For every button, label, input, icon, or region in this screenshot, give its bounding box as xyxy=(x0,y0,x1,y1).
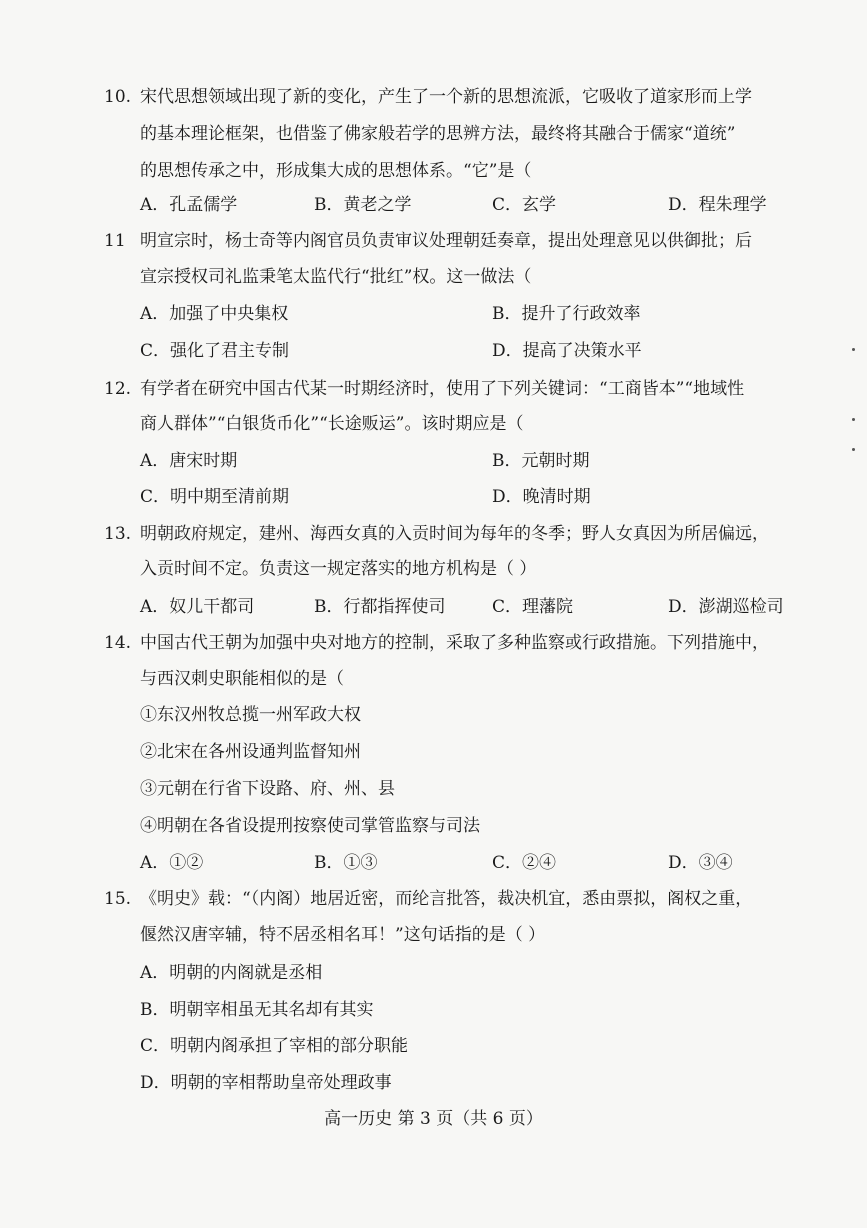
option-a: A．明朝的内阁就是丞相 xyxy=(140,963,323,983)
scan-speck xyxy=(852,418,855,421)
option-d: D．③④ xyxy=(668,853,733,873)
option-d: D．提高了决策水平 xyxy=(492,341,642,361)
option-a: A．加强了中央集权 xyxy=(140,304,289,324)
option-b: B．行都指挥使司 xyxy=(314,597,446,617)
option-c: C．明朝内阁承担了宰相的部分职能 xyxy=(140,1036,409,1056)
question-text: 宋代思想领域出现了新的变化，产生了一个新的思想流派，它吸收了道家形而上学 xyxy=(140,87,752,107)
option-d: D．澎湖巡检司 xyxy=(668,597,784,617)
option-c: C．强化了君主专制 xyxy=(140,341,290,361)
option-b: B．提升了行政效率 xyxy=(492,304,641,324)
statement-2: ②北宋在各州设通判监督知州 xyxy=(140,742,361,762)
question-text: 商人群体”“白银货币化”“长途贩运”。该时期应是（ xyxy=(140,414,524,434)
question-number: 10. xyxy=(104,87,132,107)
question-number: 14. xyxy=(104,633,132,653)
question-number: 15. xyxy=(104,889,132,909)
option-c: C．玄学 xyxy=(492,195,557,215)
question-text: 明朝政府规定，建州、海西女真的入贡时间为每年的冬季；野人女真因为所居偏远， xyxy=(140,524,769,544)
scan-speck xyxy=(852,448,855,451)
option-c: C．明中期至清前期 xyxy=(140,487,290,507)
question-text: 的基本理论框架，也借鉴了佛家般若学的思辨方法，最终将其融合于儒家“道统” xyxy=(140,124,736,144)
option-b: B．元朝时期 xyxy=(492,451,590,471)
question-number: 11 xyxy=(104,231,126,251)
option-b: B．黄老之学 xyxy=(314,195,412,215)
option-a: A．唐宋时期 xyxy=(140,451,238,471)
question-text: 偃然汉唐宰辅，特不居丞相名耳！”这句话指的是（ ） xyxy=(140,925,546,945)
question-text: 入贡时间不定。负责这一规定落实的地方机构是（ ） xyxy=(140,559,537,579)
page-footer: 高一历史 第 3 页（共 6 页） xyxy=(324,1109,543,1129)
option-a: A．孔孟儒学 xyxy=(140,195,238,215)
option-c: C．理藩院 xyxy=(492,597,574,617)
statement-1: ①东汉州牧总揽一州军政大权 xyxy=(140,705,361,725)
question-text: 《明史》载：“（内阁）地居近密，而纶言批答，裁决机宜，悉由票拟，阁权之重， xyxy=(140,889,753,909)
scan-speck xyxy=(852,348,855,351)
question-text: 的思想传承之中，形成集大成的思想体系。“它”是（ xyxy=(140,161,532,181)
question-number: 13. xyxy=(104,524,132,544)
option-a: A．①② xyxy=(140,853,204,873)
question-number: 12. xyxy=(104,379,132,399)
question-text: 中国古代王朝为加强中央对地方的控制，采取了多种监察或行政措施。下列措施中， xyxy=(140,633,769,653)
statement-3: ③元朝在行省下设路、府、州、县 xyxy=(140,779,395,799)
option-d: D．晚清时期 xyxy=(492,487,591,507)
option-b: B．①③ xyxy=(314,853,378,873)
option-d: D．明朝的宰相帮助皇帝处理政事 xyxy=(140,1073,392,1093)
option-b: B．明朝宰相虽无其名却有其实 xyxy=(140,1000,374,1020)
option-c: C．②④ xyxy=(492,853,557,873)
question-text: 与西汉刺史职能相似的是（ xyxy=(140,669,344,689)
option-d: D．程朱理学 xyxy=(668,195,767,215)
question-text: 宣宗授权司礼监秉笔太监代行“批红”权。这一做法（ xyxy=(140,267,532,287)
statement-4: ④明朝在各省设提刑按察使司掌管监察与司法 xyxy=(140,816,480,836)
question-text: 有学者在研究中国古代某一时期经济时，使用了下列关键词：“工商皆本”“地域性 xyxy=(140,379,745,399)
option-a: A．奴儿干都司 xyxy=(140,597,255,617)
question-text: 明宣宗时，杨士奇等内阁官员负责审议处理朝廷奏章，提出处理意见以供御批；后 xyxy=(140,231,752,251)
